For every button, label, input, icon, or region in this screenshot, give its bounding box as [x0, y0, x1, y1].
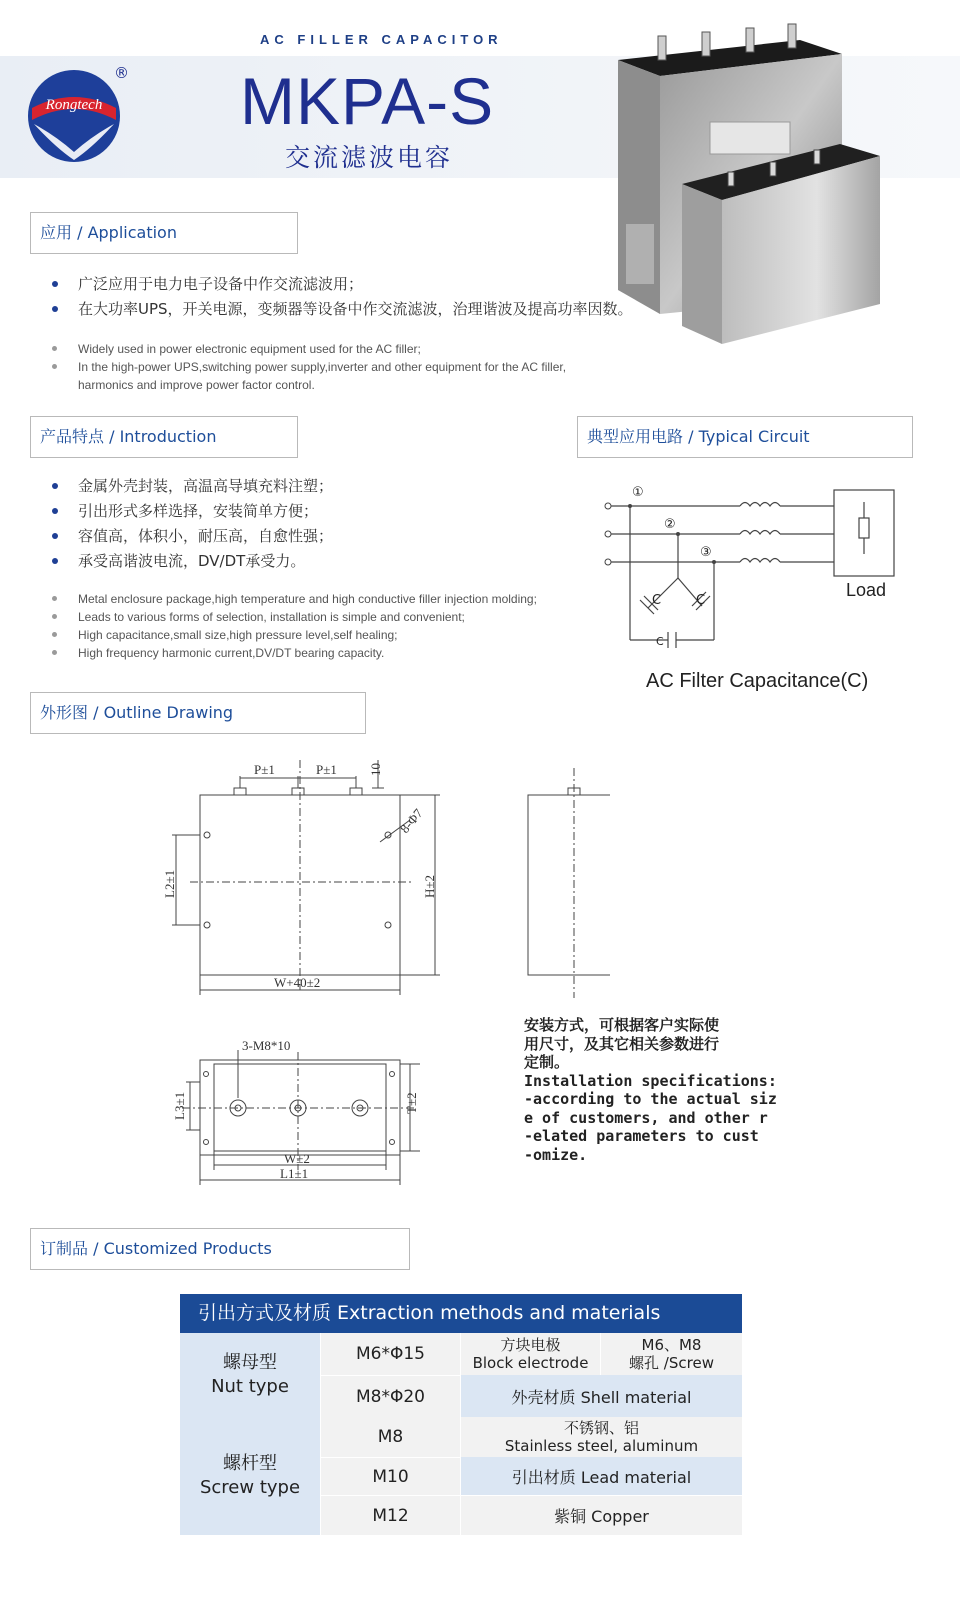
dim-hole: 8-Φ7 [396, 805, 426, 836]
dim-w: W±2 [284, 1151, 310, 1166]
intro-cn-1: 金属外壳封装，高温高导填充料注塑； [78, 477, 334, 495]
installation-note [524, 1016, 777, 1164]
dim-l1: L1±1 [280, 1166, 309, 1181]
note-line-8: -omize. [524, 1145, 588, 1164]
note-line-3: 定制。 [524, 1053, 570, 1071]
dim-m8: 3-M8*10 [242, 1038, 291, 1053]
dim-l3: L3±1 [172, 1091, 187, 1120]
intro-cn-2: 引出形式多样选择，安装简单方便； [78, 502, 319, 520]
rongtech-logo [26, 68, 122, 164]
note-line-6: e of customers, and other r [524, 1108, 768, 1127]
cell-shell-value [460, 1417, 742, 1457]
cell-m12: M12 [320, 1495, 460, 1535]
dim-l2: L2±1 [162, 869, 177, 898]
application-en-1: Widely used in power electronic equipment used for the AC filler; [78, 342, 421, 356]
outline-front-view [150, 750, 610, 1010]
circuit-diagram [590, 478, 910, 658]
cell-screw-hole [600, 1333, 742, 1375]
note-line-1: 安装方式，可根据客户实际使 [524, 1016, 720, 1034]
section-application: 应用 / Application [30, 212, 298, 254]
intro-cn-4: 承受高谐波电流，DV/DT承受力。 [78, 552, 306, 570]
cell-shell-material: 外壳材质 Shell material [460, 1375, 742, 1417]
section-introduction: 产品特点 / Introduction [30, 416, 298, 458]
screw-type-cell [180, 1417, 320, 1535]
dim-top-offset: 10 [368, 763, 383, 776]
screw-type-cn: 螺杆型 [223, 1453, 277, 1474]
dim-p2: P±1 [316, 762, 337, 777]
cell-m6: M6*Φ15 [320, 1333, 460, 1375]
nut-type-en: Nut type [211, 1376, 289, 1397]
application-cn-1: 广泛应用于电力电子设备中作交流滤波用； [78, 275, 364, 293]
section-customized: 订制品 / Customized Products [30, 1228, 410, 1270]
section-typical-circuit: 典型应用电路 / Typical Circuit [577, 416, 913, 458]
page-subtitle: 交流滤波电容 [285, 143, 454, 172]
nut-type-cell [180, 1333, 320, 1417]
cell-block-electrode [460, 1333, 600, 1375]
note-line-5: -according to the actual siz [524, 1090, 777, 1108]
nut-type-cn: 螺母型 [223, 1352, 277, 1373]
shell-value-en: Stainless steel, aluminum [504, 1437, 699, 1455]
note-line-7: -elated parameters to cust [524, 1127, 759, 1145]
cap-label-bottom: C [656, 635, 664, 648]
intro-en-1: Metal enclosure package,high temperature and high conductive filler injection molding; [78, 592, 537, 606]
intro-cn-3: 容值高，体积小，耐压高，自愈性强； [78, 527, 334, 545]
dim-t: T±2 [404, 1092, 419, 1114]
tagline: AC FILLER CAPACITOR [260, 32, 503, 47]
circuit-marker-1: ① [632, 485, 644, 500]
application-cn-2: 在大功率UPS，开关电源，变频器等设备中作交流滤波，治理谐波及提高功率因数。 [78, 300, 633, 318]
table-title: 引出方式及材质 Extraction methods and materials [180, 1294, 742, 1333]
page-title: MKPA-S [240, 64, 495, 138]
screwhole-cn: M6、M8 [641, 1336, 702, 1354]
product-photo [610, 14, 910, 359]
dim-w40: W+40±2 [274, 975, 321, 990]
shell-value-cn: 不锈钢、铝 [563, 1419, 639, 1437]
section-outline-drawing: 外形图 / Outline Drawing [30, 692, 366, 734]
intro-en-3: High capacitance,small size,high pressure level,self healing; [78, 628, 398, 642]
dim-h: H±2 [422, 874, 437, 898]
screwhole-en: 螺孔 /Screw [629, 1354, 714, 1372]
cell-lead-material: 引出材质 Lead material [460, 1457, 742, 1495]
cell-lead-value: 紫铜 Copper [460, 1495, 742, 1535]
screw-type-en: Screw type [199, 1477, 301, 1498]
cap-label-right: C [696, 593, 706, 608]
brand-text: Rongtech [45, 97, 103, 113]
circuit-caption: AC Filter Capacitance(C) [646, 670, 869, 692]
circuit-marker-3: ③ [700, 545, 712, 560]
cell-m8phi: M8*Φ20 [320, 1375, 460, 1417]
cell-m8: M8 [320, 1417, 460, 1457]
application-en-2: In the high-power UPS,switching power supply,inverter and other equipment for the AC filler, [78, 360, 567, 374]
registered-mark: ® [114, 64, 129, 82]
dim-p1: P±1 [254, 762, 275, 777]
intro-en-2: Leads to various forms of selection, installation is simple and convenient; [78, 610, 465, 624]
intro-en-4: High frequency harmonic current,DV/DT bearing capacity. [78, 646, 385, 660]
load-label: Load [846, 580, 887, 600]
cap-label-left: C [652, 593, 662, 608]
cell-m10: M10 [320, 1457, 460, 1495]
note-line-2: 用尺寸，及其它相关参数进行 [524, 1034, 720, 1053]
block-en: Block electrode [472, 1354, 589, 1372]
block-cn: 方块电极 [500, 1336, 561, 1354]
note-line-4: Installation specifications: [524, 1071, 777, 1090]
outline-bottom-view [170, 1030, 430, 1190]
circuit-marker-2: ② [664, 517, 676, 532]
application-en-3: harmonics and improve power factor control. [78, 378, 315, 392]
